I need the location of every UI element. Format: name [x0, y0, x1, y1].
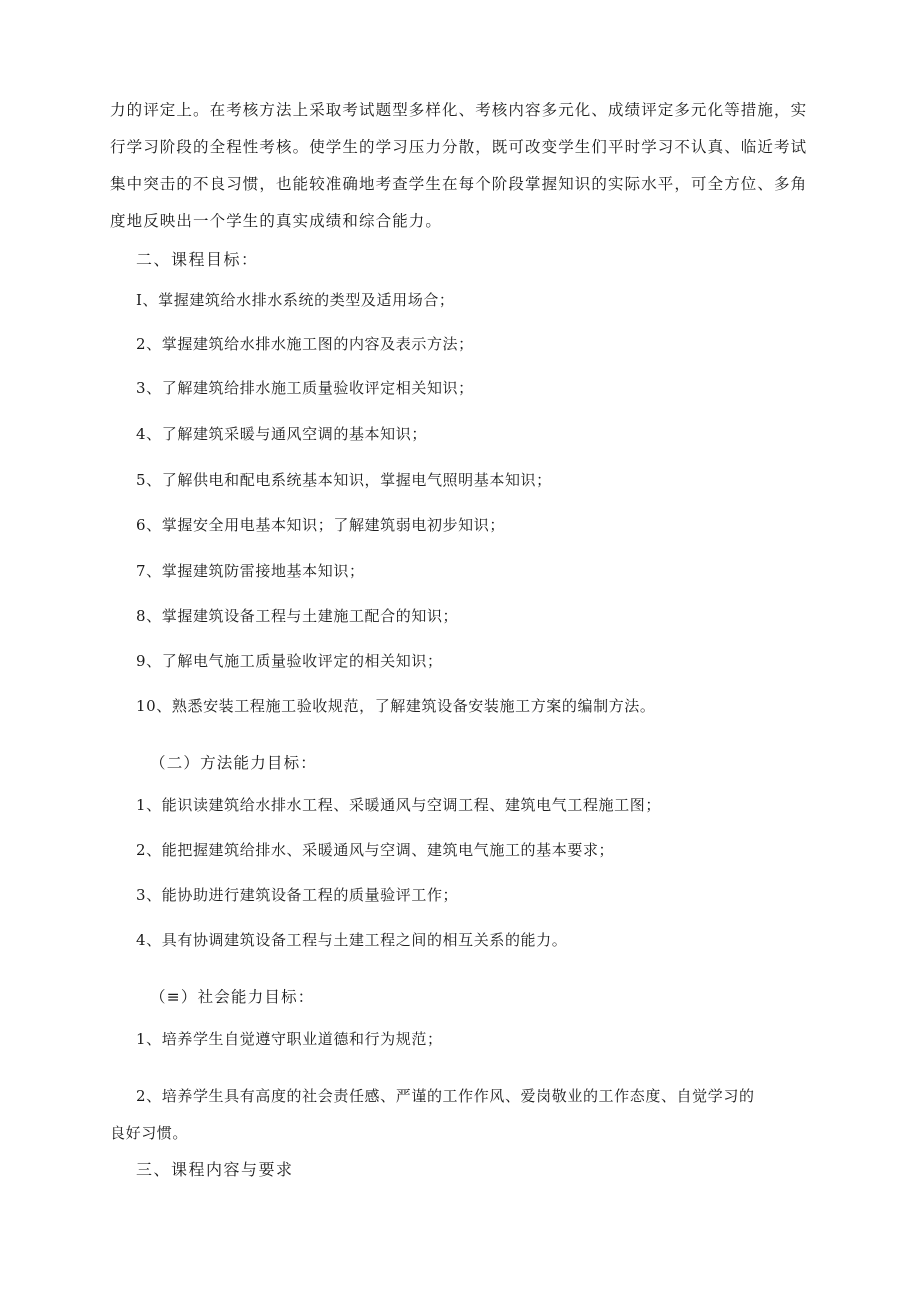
list-item: 2、掌握建筑给水排水施工图的内容及表示方法；: [136, 335, 474, 353]
list-item: 6、掌握安全用电基本知识；了解建筑弱电初步知识；: [136, 516, 505, 534]
paragraph-line: 集中突击的不良习惯，也能较准确地考查学生在每个阶段掌握知识的实际水平，可全方位、多角: [110, 175, 808, 193]
list-item: 10、熟悉安装工程施工验收规范，了解建筑设备安装施工方案的编制方法。: [136, 697, 656, 715]
list-item: 2、能把握建筑给排水、采暖通风与空调、建筑电气施工的基本要求；: [136, 841, 615, 859]
list-item: 1、培养学生自觉遵守职业道德和行为规范；: [136, 1030, 443, 1048]
section-heading-course-content: 三、课程内容与要求: [136, 1160, 294, 1179]
section-heading-course-goals: 二、课程目标：: [136, 250, 259, 269]
subheading-social-ability: （≡）社会能力目标：: [150, 988, 315, 1006]
paragraph-line: 力的评定上。在考核方法上采取考试题型多样化、考核内容多元化、成绩评定多元化等措施，实: [110, 101, 808, 119]
list-item: 8、掌握建筑设备工程与土建施工配合的知识；: [136, 607, 459, 625]
subheading-method-ability: （二）方法能力目标：: [150, 754, 318, 772]
paragraph-line: 度地反映出一个学生的真实成绩和综合能力。: [110, 212, 443, 230]
list-item: 9、了解电气施工质量验收评定的相关知识；: [136, 652, 443, 670]
list-item: 5、了解供电和配电系统基本知识，掌握电气照明基本知识；: [136, 471, 552, 489]
list-item: 4、了解建筑采暖与通风空调的基本知识；: [136, 425, 427, 443]
list-item: 3、能协助进行建筑设备工程的质量验评工作；: [136, 886, 459, 904]
paragraph-line: 行学习阶段的全程性考核。使学生的学习压力分散，既可改变学生们平时学习不认真、临近考试: [110, 138, 808, 156]
list-item: I、掌握建筑给水排水系统的类型及适用场合；: [136, 291, 455, 309]
list-item: 4、具有协调建筑设备工程与土建工程之间的相互关系的能力。: [136, 931, 568, 949]
list-item: 1、能识读建筑给水排水工程、采暖通风与空调工程、建筑电气工程施工图；: [136, 796, 661, 814]
list-item-continuation: 良好习惯。: [110, 1124, 189, 1142]
list-item: 2、培养学生具有高度的社会责任感、严谨的工作作风、爱岗敬业的工作态度、自觉学习的: [136, 1087, 755, 1105]
list-item: 3、了解建筑给排水施工质量验收评定相关知识；: [136, 379, 474, 397]
list-item: 7、掌握建筑防雷接地基本知识；: [136, 562, 365, 580]
